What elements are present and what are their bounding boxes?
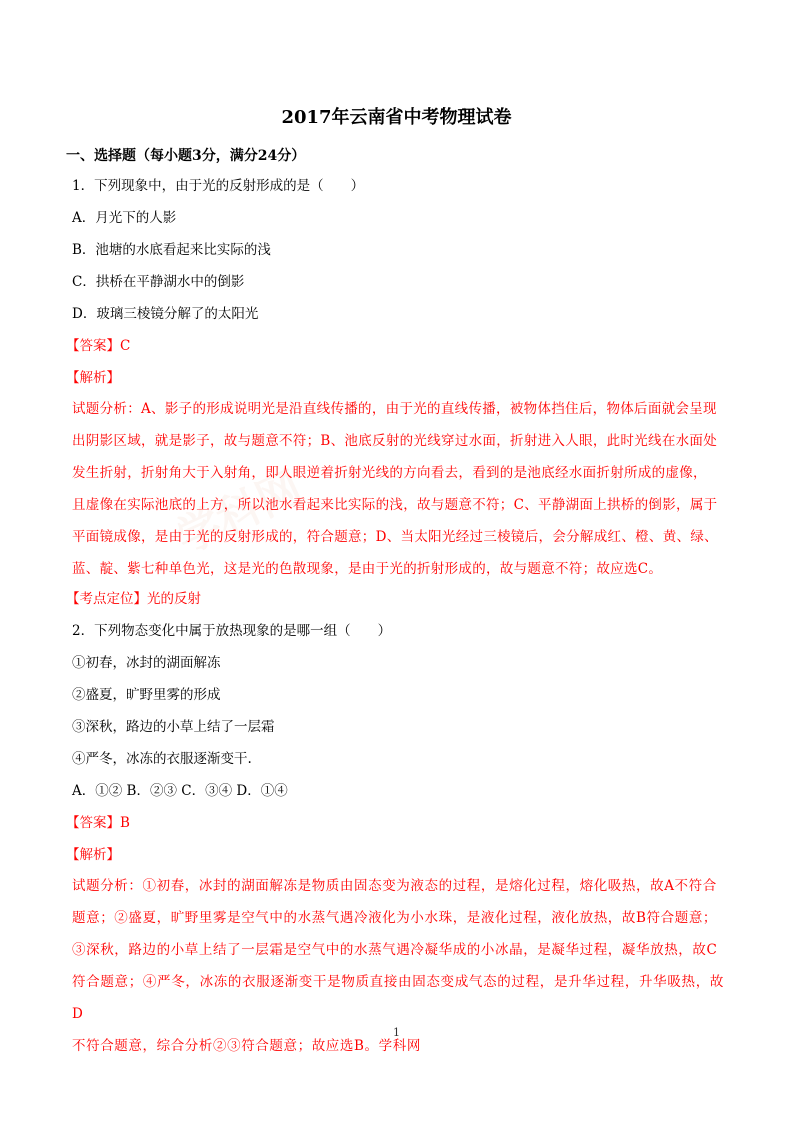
question-2-analysis-label: 【解析】 bbox=[66, 847, 120, 863]
question-2-options: A．①② B．②③ C．③④ D．①④ bbox=[72, 783, 288, 799]
question-1-kaodian: 【考点定位】光的反射 bbox=[66, 591, 201, 607]
question-2-item-2: ②盛夏，旷野里雾的形成 bbox=[72, 687, 221, 703]
question-1-analysis-label: 【解析】 bbox=[66, 370, 120, 386]
page-number: 1 bbox=[393, 1026, 400, 1039]
question-2-item-4: ④严冬，冰冻的衣服逐渐变干. bbox=[72, 751, 252, 767]
analysis-line: 平面镜成像，是由于光的反射形成的，符合题意；D、当太阳光经过三棱镜后，会分解成红、橙、黄、绿、 bbox=[72, 529, 718, 545]
question-1-option-b: B．池塘的水底看起来比实际的浅 bbox=[72, 242, 271, 258]
analysis-line: 发生折射，折射角大于入射角，即人眼逆着折射光线的方向看去，看到的是池底经水面折射所成的虚像， bbox=[72, 465, 707, 481]
analysis-line: 试题分析：①初春，冰封的湖面解冻是物质由固态变为液态的过程，是熔化过程，熔化吸热，故A不符合 bbox=[72, 878, 717, 894]
analysis-line: 不符合题意，综合分析②③符合题意；故应选B。学科网 bbox=[72, 1038, 421, 1054]
watermark: 学科网 bbox=[168, 461, 310, 564]
question-1-option-a: A．月光下的人影 bbox=[72, 210, 177, 226]
question-1-answer: 【答案】C bbox=[66, 338, 131, 354]
question-1-analysis bbox=[72, 393, 724, 585]
question-1-option-d: D．玻璃三棱镜分解了的太阳光 bbox=[72, 306, 259, 322]
section-heading: 一、选择题（每小题3分，满分24分） bbox=[66, 148, 306, 164]
question-2-item-3: ③深秋，路边的小草上结了一层霜 bbox=[72, 719, 275, 735]
question-2-item-1: ①初春，冰封的湖面解冻 bbox=[72, 655, 221, 671]
question-2-answer: 【答案】B bbox=[66, 815, 130, 831]
question-1-stem: 1．下列现象中，由于光的反射形成的是（ ） bbox=[72, 178, 365, 194]
question-2-stem: 2．下列物态变化中属于放热现象的是哪一组（ ） bbox=[72, 623, 392, 639]
question-1-option-c: C．拱桥在平静湖水中的倒影 bbox=[72, 274, 245, 290]
analysis-line: 符合题意；④严冬，冰冻的衣服逐渐变干是物质直接由固态变成气态的过程，是升华过程，升华吸热，故D bbox=[72, 974, 724, 1022]
analysis-line: 出阴影区域，就是影子，故与题意不符；B、池底反射的光线穿过水面，折射进入人眼，此时光线在水面处 bbox=[72, 433, 718, 449]
analysis-line: 试题分析：A、影子的形成说明光是沿直线传播的，由于光的直线传播，被物体挡住后，物体后面就会呈现 bbox=[72, 401, 717, 417]
analysis-line: ③深秋，路边的小草上结了一层霜是空气中的水蒸气遇冷凝华成的小冰晶，是凝华过程，凝华放热，故C bbox=[72, 942, 718, 958]
analysis-line: 且虚像在实际池底的上方，所以池水看起来比实际的浅，故与题意不符；C、平静湖面上拱桥的倒影，属于 bbox=[72, 497, 718, 513]
analysis-line: 题意；②盛夏，旷野里雾是空气中的水蒸气遇冷液化为小水珠，是液化过程，液化放热，故B符合题意； bbox=[72, 910, 718, 926]
analysis-line: 蓝、靛、紫七种单色光，这是光的色散现象，是由于光的折射形成的，故与题意不符；故应选C。 bbox=[72, 561, 663, 577]
page-title: 2017年云南省中考物理试卷 bbox=[281, 107, 512, 128]
